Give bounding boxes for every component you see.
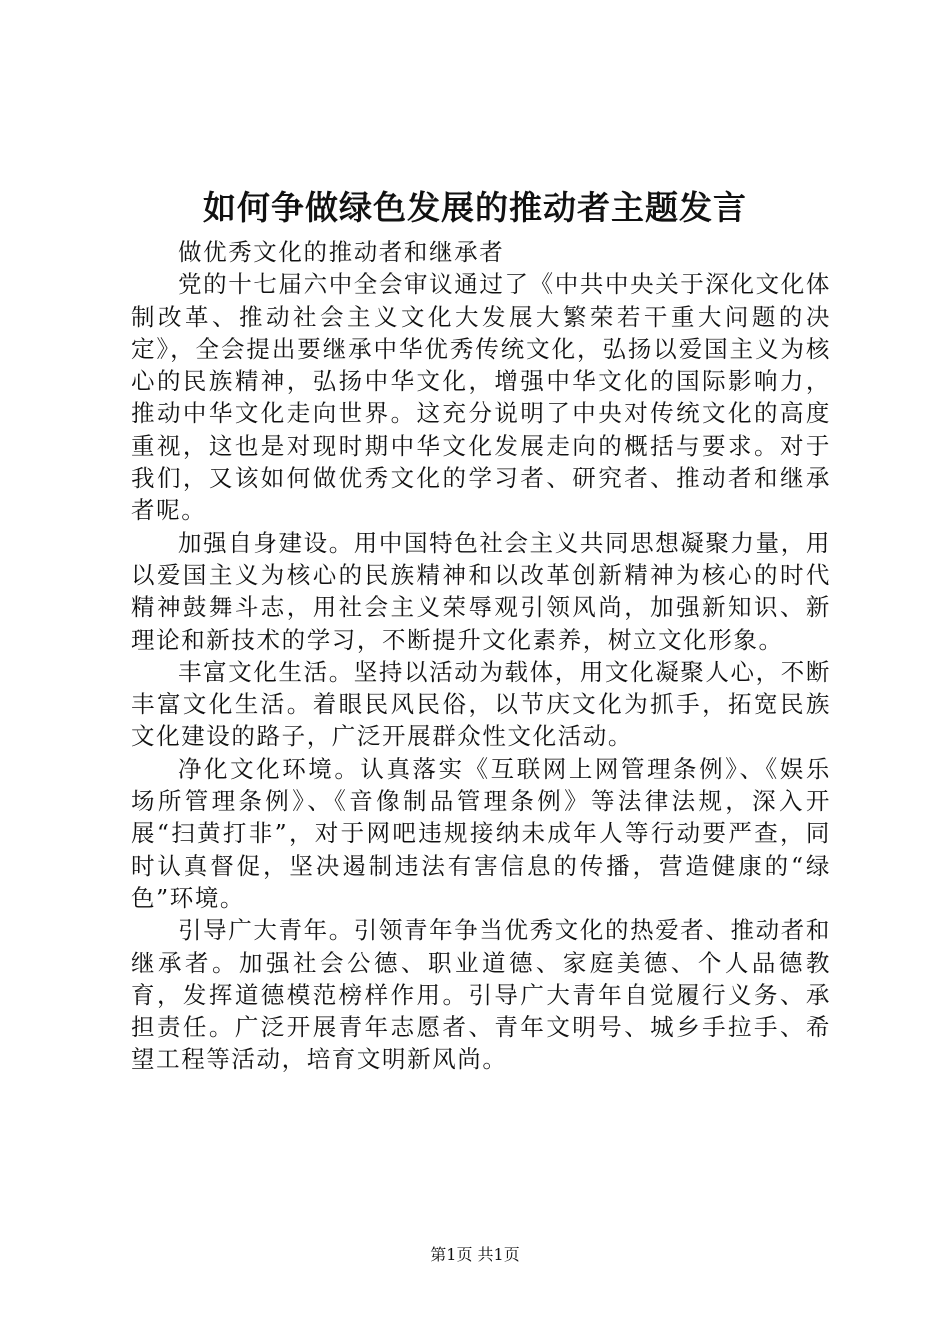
body-paragraph: 丰富文化生活。坚持以活动为载体，用文化凝聚人心，不断丰富文化生活。着眼民风民俗，以节庆文化为抓手，拓宽民族文化建设的路子，广泛开展群众性文化活动。 [131,657,831,751]
body-paragraph: 党的十七届六中全会审议通过了《中共中央关于深化文化体制改革、推动社会主义文化大发展大繁荣若干重大问题的决定》，全会提出要继承中华优秀传统文化，弘扬以爱国主义为核心的民族精神，弘扬中华文化，增强中华文化的国际影响力，推动中华文化走向世界。这充分说明了中央对传统文化的高度重视，这也是对现时期中华文化发展走向的概括与要求。对于我们，又该如何做优秀文化的学习者、研究者、推动者和继承者呢。 [131,270,831,525]
page-footer: 第1页 共1页 [430,1245,520,1264]
subtitle-paragraph: 做优秀文化的推动者和继承者 [178,238,505,266]
document-title: 如何争做绿色发展的推动者主题发言 [203,188,747,227]
document-body [131,236,831,1076]
body-paragraph: 净化文化环境。认真落实《互联网上网管理条例》、《娱乐场所管理条例》、《音像制品管理条例》等法律法规，深入开展“扫黄打非”，对于网吧违规接纳未成年人等行动要严查，同时认真督促，坚决遏制违法有害信息的传播，营造健康的“绿色”环境。 [131,754,831,912]
body-paragraph: 引导广大青年。引领青年争当优秀文化的热爱者、推动者和继承者。加强社会公德、职业道德、家庭美德、个人品德教育，发挥道德模范榜样作用。引导广大青年自觉履行义务、承担责任。广泛开展青年志愿者、青年文明号、城乡手拉手、希望工程等活动，培育文明新风尚。 [131,916,831,1074]
body-paragraph: 加强自身建设。用中国特色社会主义共同思想凝聚力量，用以爱国主义为核心的民族精神和以改革创新精神为核心的时代精神鼓舞斗志，用社会主义荣辱观引领风尚，加强新知识、新理论和新技术的学习，不断提升文化素养，树立文化形象。 [131,528,831,654]
